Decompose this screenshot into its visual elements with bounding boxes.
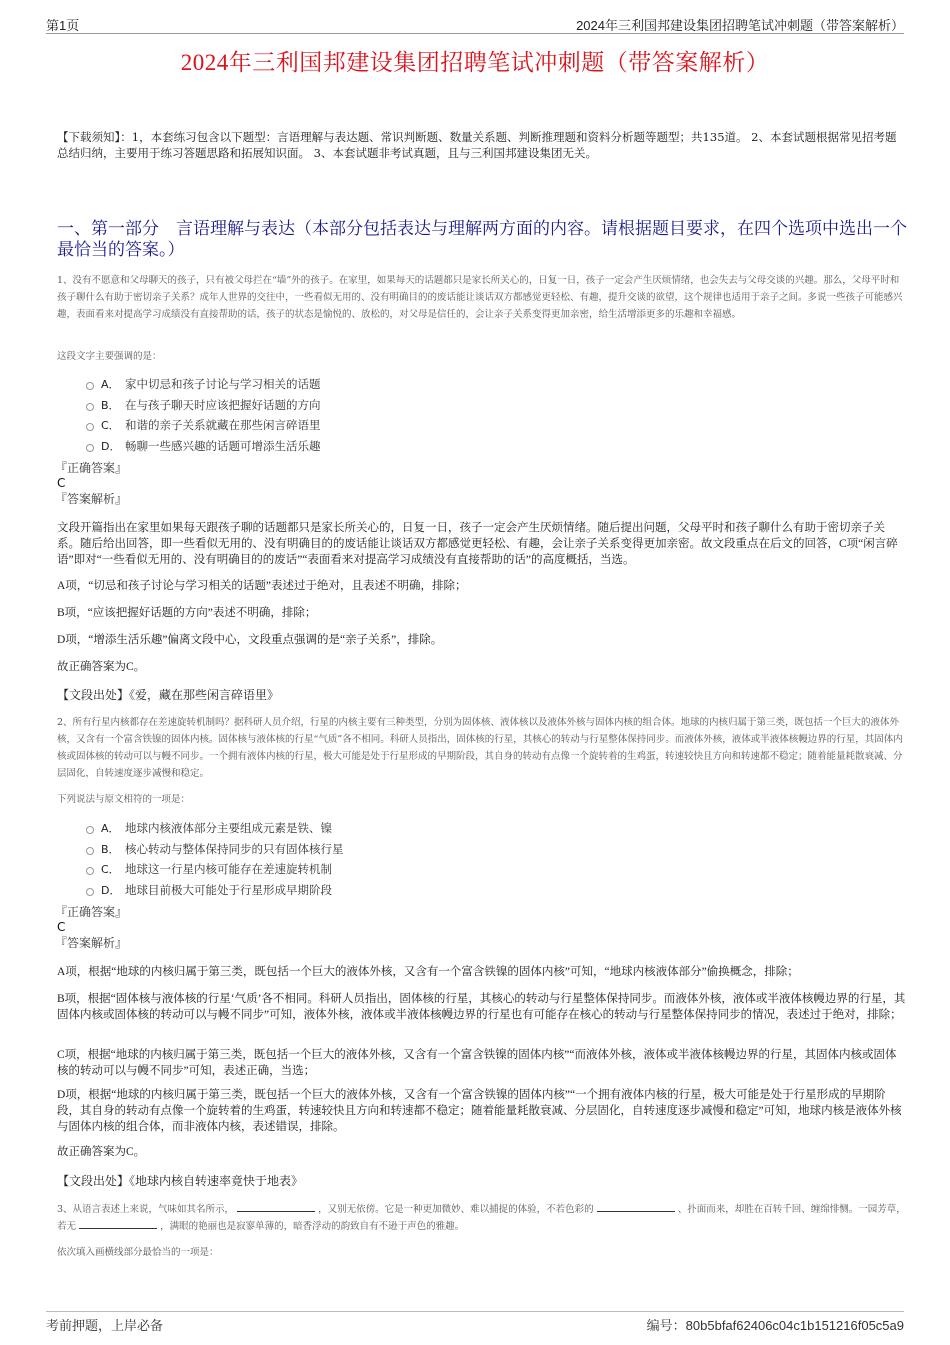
question-1-analysis <box>57 520 906 568</box>
download-notice: 【下载须知】：1，本套练习包含以下题型：言语理解与表达题、常识判断题、数量关系题、判断推理题和资料分析题等题型；共135道。 2、本套试题根据常见招考题总结归纳，主要用于练习答题思路和拓展知识面。 3、本套试题非考试真题，且与三利国邦建设集团无关。 <box>57 130 897 160</box>
question-2-passage <box>57 714 906 782</box>
question-2-answer <box>55 904 906 951</box>
analysis-paragraph: 文段开篇指出在家里如果每天跟孩子聊的话题都只是家长所关心的，日复一日，孩子一定会产生厌烦情绪。随后提出问题，父母平时和孩子聊什么有助于密切亲子关系。随后给出回答，即一些看似无用的、没有明确目的的废话能让谈话双方都感觉更轻松、有趣，会让亲子关系变得更加亲密。故文段重点在后文的回答，C项“闲言碎语”即对“一些看似无用的、没有明确目的的废话”“表面看来对提高学习成绩没有直接帮助的话”的高度概括，当选。 <box>57 522 898 566</box>
radio-button[interactable] <box>86 403 94 411</box>
radio-button[interactable] <box>86 826 94 834</box>
correct-answer-label: 『正确答案』 <box>55 461 128 475</box>
passage-text: 2、所有行星内核都存在差速旋转机制吗？据科研人员介绍，行星的内核主要有三种类型，分别为固体核、液体核以及液体外核与固体内核的组合体。地球的内核归属于第三类，既包括一个巨大的液体外核，又含有一个富含铁镍的固体内核。固体核与液体核的行星“气质”各不相同。科研人员指出，固体核的行星，其核心的转动与行星整体保持同步。而液体外核，液体或半液体核幔边界的行星，其固体内核或固体核的转动可以与幔不同步。一个拥有液体内核的行星，极大可能是处于行星形成的早期阶段，其自身的转动有点像一个旋转着的生鸡蛋，转速较快且方向和转速都不稳定；随着能量耗散衰减、分层固化，自转速度逐步减慢和稳定。 <box>57 717 903 779</box>
question-1-prompt-wrap <box>57 348 906 362</box>
analysis-a: A项，“切忌和孩子讨论与学习相关的话题”表述过于绝对，且表述不明确，排除； <box>57 580 467 592</box>
serial-number: 80b5bfaf62406c04c1b151216f05c5a9 <box>685 1318 904 1333</box>
section-heading: 一、第一部分 言语理解与表达（本部分包括表达与理解两方面的内容。请根据题目要求，在四个选项中选出一个最恰当的答案。） <box>57 219 907 259</box>
radio-button[interactable] <box>86 888 94 896</box>
option-d[interactable]: D． 畅聊一些感兴趣的话题可增添生活乐趣 <box>86 436 321 457</box>
question-prompt: 依次填入画横线部分最恰当的一项是： <box>57 1247 219 1258</box>
question-3-prompt-wrap <box>57 1244 906 1258</box>
option-c[interactable]: C． 地球这一行星内核可能存在差速旋转机制 <box>86 859 344 880</box>
footer-slogan: 考前押题，上岸必备 <box>46 1318 164 1333</box>
analysis-conclusion: 故正确答案为C。 <box>57 661 146 673</box>
radio-button[interactable] <box>86 444 94 452</box>
option-b[interactable]: B． 核心转动与整体保持同步的只有固体核行星 <box>86 839 344 860</box>
question-prompt: 这段文字主要强调的是： <box>57 351 162 362</box>
analysis-c: C项，根据“地球的内核归属于第三类，既包括一个巨大的液体外核，又含有一个富含铁镍的固体内核”“而液体外核，液体或半液体核幔边界的行星，其固体内核或固体核的转动可以与幔不同步”可知，表述正确，当选； <box>57 1049 897 1077</box>
page-header <box>46 14 904 34</box>
analysis-d: D项，“增添生活乐趣”偏离文段中心，文段重点强调的是“亲子关系”，排除。 <box>57 634 443 646</box>
radio-button[interactable] <box>86 382 94 390</box>
page-number: 第1页 <box>46 18 80 33</box>
passage-source: 【文段出处】《地球内核自转速率竟快于地表》 <box>57 1174 304 1188</box>
question-3-passage <box>57 1201 906 1235</box>
radio-button[interactable] <box>86 867 94 875</box>
footer-serial: 编号：80b5bfaf62406c04c1b151216f05c5a9 <box>646 1318 904 1333</box>
fill-blank-1 <box>237 1201 315 1212</box>
option-d[interactable]: D． 地球目前极大可能处于行星形成早期阶段 <box>86 880 344 901</box>
correct-answer: C <box>57 476 66 490</box>
fill-blank-3 <box>79 1218 157 1229</box>
question-2-prompt-wrap <box>57 791 906 805</box>
option-b[interactable]: B． 在与孩子聊天时应该把握好话题的方向 <box>86 395 321 416</box>
option-a[interactable]: A． 家中切忌和孩子讨论与学习相关的话题 <box>86 374 321 395</box>
passage-text: 3、从语言表述上来说，气味如其名所示， ，又别无依傍。它是一种更加微妙、难以捕捉的体验，不若色彩的 、扑面而来，却胜在百转千回、缠绵悱恻。一园芳草，若无 ，满眼的艳丽也是寂寥单薄的，暗香浮动的韵致自有不逊于声色的雅趣。 <box>57 1201 906 1235</box>
analysis-d: D项，根据“地球的内核归属于第三类，既包括一个巨大的液体外核，又含有一个富含铁镍的固体内核”“一个拥有液体内核的行星，极大可能是处于行星形成的早期阶段，其自身的转动有点像一个旋转着的生鸡蛋，转速较快且方向和转速都不稳定；随着能量耗散衰减、分层固化，自转速度逐步减慢和稳定”可知，地球内核是液体外核与固体内核的组合体，而非液体内核，表述错误，排除。 <box>57 1089 902 1133</box>
radio-button[interactable] <box>86 847 94 855</box>
option-a[interactable]: A． 地球内核液体部分主要组成元素是铁、镍 <box>86 818 344 839</box>
question-1-passage <box>57 272 906 323</box>
header-doc-title: 2024年三利国邦建设集团招聘笔试冲刺题（带答案解析） <box>576 18 904 33</box>
analysis-b: B项，根据“固体核与液体核的行星‘气质’各不相同。科研人员指出，固体核的行星，其核心的转动与行星整体保持同步。而液体外核，液体或半液体核幔边界的行星，其固体内核或固体核的转动可以与幔不同步”可知，液体外核，液体或半液体核幔边界的行星也有可能存在核心的转动与行星整体保持同步的情况，表述过于绝对，排除； <box>57 993 906 1021</box>
fill-blank-2 <box>597 1201 675 1212</box>
question-2-options <box>86 818 344 900</box>
analysis-label: 『答案解析』 <box>55 492 128 506</box>
analysis-label: 『答案解析』 <box>55 936 128 950</box>
document-title: 2024年三利国邦建设集团招聘笔试冲刺题（带答案解析） <box>180 50 770 75</box>
page-footer <box>46 1311 904 1332</box>
passage-source: 【文段出处】《爱，藏在那些闲言碎语里》 <box>57 688 280 702</box>
question-1-answer <box>55 460 906 507</box>
correct-answer: C <box>57 920 66 934</box>
analysis-a: A项，根据“地球的内核归属于第三类，既包括一个巨大的液体外核，又含有一个富含铁镍的固体内核”可知，“地球内核液体部分”偷换概念，排除； <box>57 966 799 978</box>
correct-answer-label: 『正确答案』 <box>55 905 128 919</box>
question-1-options <box>86 374 321 456</box>
analysis-b: B项，“应该把握好话题的方向”表述不明确，排除； <box>57 607 317 619</box>
radio-button[interactable] <box>86 423 94 431</box>
analysis-conclusion: 故正确答案为C。 <box>57 1146 146 1158</box>
question-prompt: 下列说法与原文相符的一项是： <box>57 794 191 805</box>
passage-text: 1、没有不愿意和父母聊天的孩子，只有被父母拦在“墙”外的孩子。在家里，如果每天的话题都只是家长所关心的，日复一日，孩子一定会产生厌烦情绪，也会失去与父母交谈的兴趣。那么，父母平时和孩子聊什么有助于密切亲子关系？成年人世界的交往中，一些看似无用的、没有明确目的的废话能让谈话双方都感觉更轻松、有趣，提升交谈的欲望，这个规律也适用于亲子之间。多说一些孩子可能感兴趣，表面看来对提高学习成绩没有直接帮助的话，孩子的状态是愉悦的、放松的，对父母是信任的，会让亲子关系变得更加亲密，给生活增添更多的乐趣和幸福感。 <box>57 275 903 320</box>
option-c[interactable]: C． 和谐的亲子关系就藏在那些闲言碎语里 <box>86 415 321 436</box>
